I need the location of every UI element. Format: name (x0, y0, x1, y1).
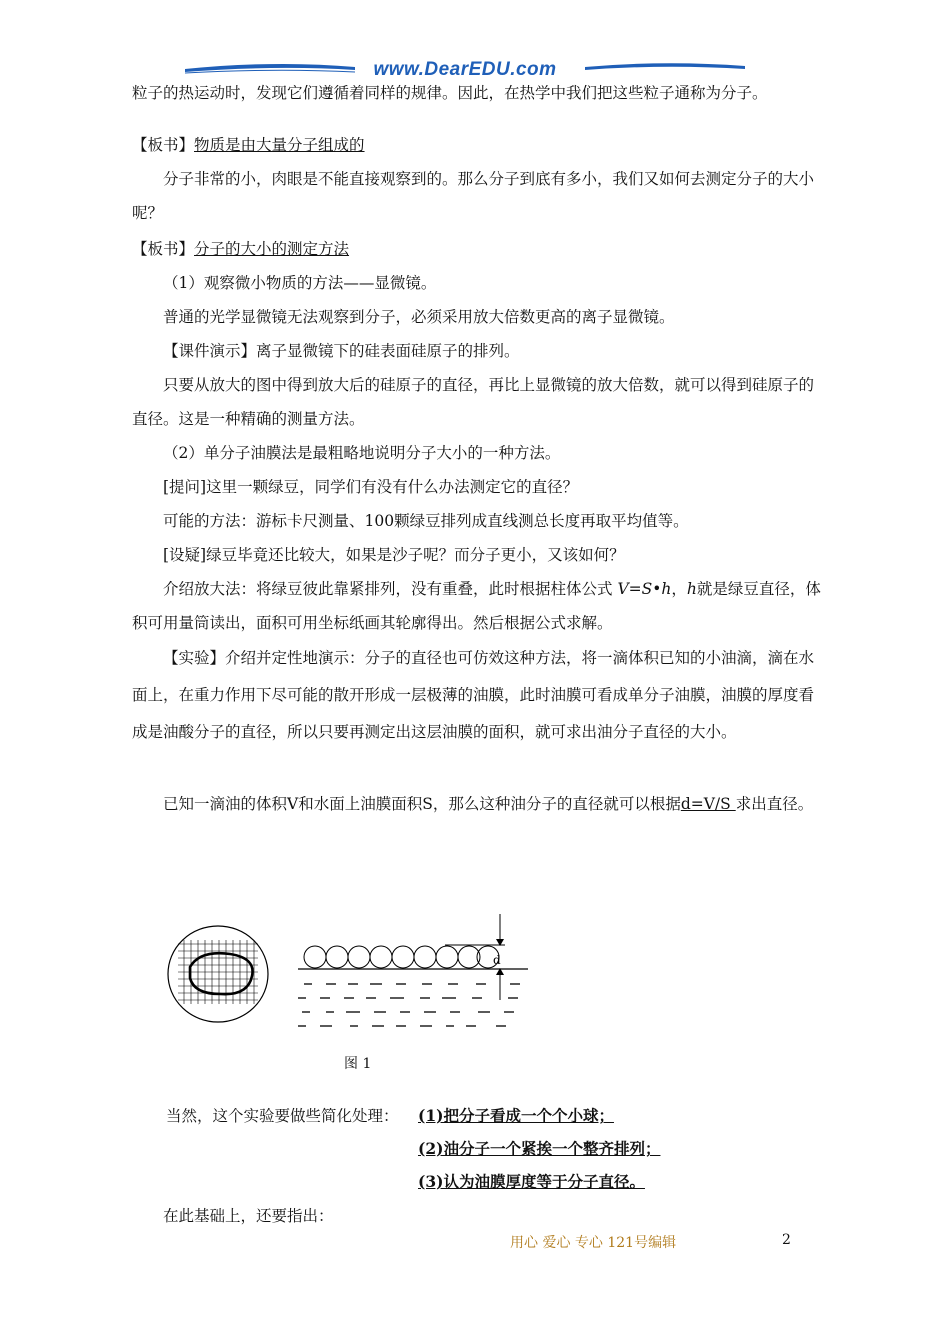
paragraph-1: 粒子的热运动时，发现它们遵循着同样的规律。因此，在热学中我们把这些粒子通称为分子。 (132, 84, 768, 102)
paragraph-9: （2）单分子油膜法是最粗略地说明分子大小的一种方法。 (163, 444, 561, 462)
board-title-2: 分子的大小的测定方法 (194, 240, 350, 258)
p13-text-c: 就是绿豆直径，体积可用量筒读出，面积可用坐标纸画其轮廓得出。然后根据公式求解。 (132, 580, 821, 632)
paragraph-15 (132, 786, 822, 823)
label-d: d (493, 953, 501, 967)
paragraph-16: 在此基础上，还要指出： (163, 1207, 334, 1225)
molecule-row (304, 946, 499, 968)
formula-h: h (686, 580, 697, 598)
simplification-item-1: (1)把分子看成一个个小球； (418, 1106, 614, 1125)
paragraph-7: 【课件演示】离子显微镜下的硅表面硅原子的排列。 (163, 342, 520, 360)
paragraph-6: 普通的光学显微镜无法观察到分子，必须采用放大倍数更高的离子显微镜。 (163, 308, 675, 326)
oil-film-diagram (160, 912, 540, 1062)
paragraph-4 (132, 232, 822, 266)
p13-text-b: ， (671, 580, 687, 598)
paragraph-8: 只要从放大的图中得到放大后的硅原子的直径，再比上显微镜的放大倍数，就可以得到硅原子的直径。这是一种精确的测量方法。 (132, 376, 815, 428)
footer-text: 用心 爱心 专心 121号编辑 (510, 1235, 677, 1251)
paragraph-11: 可能的方法：游标卡尺测量、100颗绿豆排列成直线测总长度再取平均值等。 (163, 512, 689, 530)
oil-outline (190, 953, 253, 994)
paragraph-3: 分子非常的小，肉眼是不能直接观察到的。那么分子到底有多小，我们又如何去测定分子的大小呢？ (132, 170, 815, 222)
formula-volume: V=S•h (617, 580, 672, 598)
paragraph-12: [设疑]绿豆毕竟还比较大，如果是沙子呢？而分子更小，又该如何？ (163, 546, 625, 564)
page-number: 2 (782, 1232, 791, 1248)
board-tag: 【板书】 (132, 136, 195, 154)
water-dashes (298, 984, 520, 1026)
paragraph-2 (132, 128, 822, 162)
board-tag: 【板书】 (132, 240, 195, 258)
simplification-intro: 当然，这个实验要做些简化处理： (166, 1107, 399, 1125)
paragraph-13 (132, 572, 822, 640)
paragraph-5: （1）观察微小物质的方法——显微镜。 (163, 274, 437, 292)
figure-caption: 图 1 (344, 1056, 372, 1072)
simplification-item-2: (2)油分子一个紧挨一个整齐排列； (418, 1139, 661, 1158)
paragraph-10: [提问]这里一颗绿豆，同学们有没有什么办法测定它的直径？ (163, 478, 579, 496)
figure-oil-film (160, 912, 540, 1062)
p15-text-a: 已知一滴油的体积V和水面上油膜面积S，那么这种油分子的直径就可以根据 (163, 795, 681, 813)
simplification-item-3: (3)认为油膜厚度等于分子直径。 (418, 1172, 645, 1191)
site-name: www.DearEDU.com (373, 59, 557, 80)
paragraph-14: 【实验】介绍并定性地演示：分子的直径也可仿效这种方法，将一滴体积已知的小油滴，滴在水面上，在重力作用下尽可能的散开形成一层极薄的油膜，此时油膜可看成单分子油膜，油膜的厚度看成是油酸分子的直径，所以只要再测定出这层油膜的面积，就可求出油分子直径的大小。 (132, 649, 815, 741)
p15-text-b: 求出直径。 (735, 795, 814, 813)
p13-text-a: 介绍放大法：将绿豆彼此靠紧排列，没有重叠，此时根据柱体公式 (163, 580, 618, 598)
formula-diameter: d=V/S (680, 795, 736, 813)
board-title-1: 物质是由大量分子组成的 (194, 136, 365, 154)
